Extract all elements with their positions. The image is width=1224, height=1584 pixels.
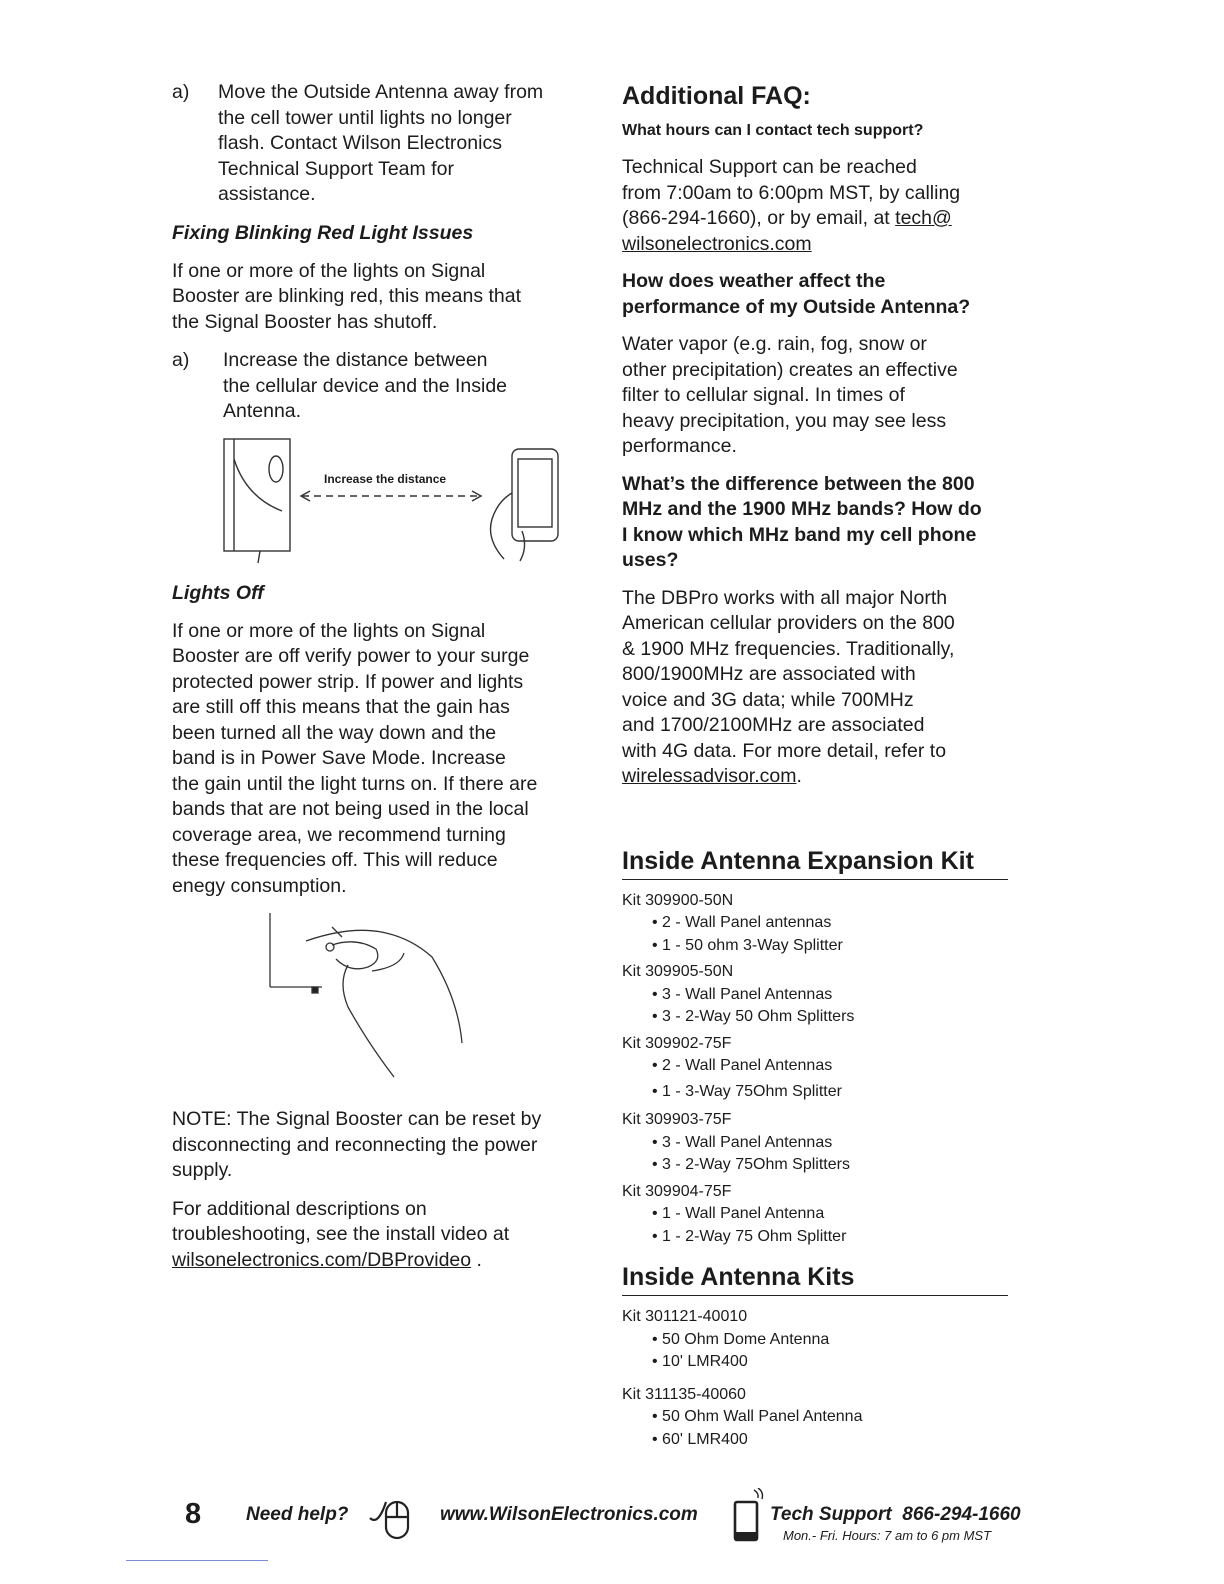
kit-item: • 50 Ohm Dome Antenna: [652, 1330, 830, 1348]
page-footer: [0, 1498, 1224, 1558]
paragraph-lights-off: [172, 619, 582, 900]
text-line: uses?: [622, 549, 679, 571]
faq-question-weather: [622, 269, 1014, 320]
need-help-label: Need help?: [246, 1504, 349, 1525]
text-line: Technical Support Team for: [218, 157, 454, 180]
text-line: from 7:00am to 6:00pm MST, by calling: [622, 181, 961, 204]
text-line: the gain until the light turns on. If there are: [172, 772, 538, 795]
text-line: American cellular providers on the 800: [622, 612, 955, 634]
step-marker: a): [172, 81, 190, 103]
text-line: What’s the difference between the 800: [622, 472, 975, 495]
footer-rule: [126, 1560, 268, 1561]
kit-item: • 1 - 50 ohm 3-Way Splitter: [652, 936, 843, 954]
distance-illustration: [172, 435, 572, 565]
text-line: [622, 206, 1014, 232]
kit-item: • 10' LMR400: [652, 1353, 748, 1370]
text-line: If one or more of the lights on Signal: [172, 259, 486, 282]
kit-entry: [622, 1384, 1014, 1452]
paragraph-blinking-red: [172, 259, 582, 336]
text-line: supply.: [172, 1159, 233, 1181]
text-line: coverage area, we recommend turning: [172, 823, 506, 846]
text-line: the cell tower until lights no longer: [218, 106, 512, 129]
text-line: the cellular device and the Inside: [223, 374, 508, 397]
text-line: Technical Support can be reached: [622, 156, 917, 178]
text-line: I know which MHz band my cell phone: [622, 523, 977, 546]
faq-answer-bands: [622, 586, 1014, 790]
phone-icon: [730, 1488, 770, 1544]
faq-answer-weather: [622, 332, 1014, 460]
text-line: performance of my Outside Antenna?: [622, 295, 971, 318]
text-line: Move the Outside Antenna away from: [218, 81, 544, 103]
kit-name: Kit 309904-75F: [622, 1182, 732, 1200]
paragraph-additional: [172, 1197, 582, 1274]
text-line: performance.: [622, 435, 737, 457]
text-line: assistance.: [218, 183, 316, 205]
text-line: with 4G data. For more detail, refer to: [622, 739, 947, 762]
text-line: are still off this means that the gain has: [172, 696, 510, 718]
text-line: bands that are not being used in the local: [172, 798, 529, 820]
kit-entry: [622, 1033, 1014, 1104]
text-line: Increase the distance between: [223, 349, 488, 371]
text-line: The DBPro works with all major North: [622, 586, 948, 609]
text-line: filter to cellular signal. In times of: [622, 384, 905, 406]
expansion-kit-list: [622, 890, 1014, 1249]
phone-hand-icon: [491, 449, 559, 561]
kit-name: Kit 309900-50N: [622, 891, 734, 909]
text-line: these frequencies off. This will reduce: [172, 849, 498, 871]
step-move-antenna: [172, 80, 582, 208]
inside-kit-list: [622, 1306, 1014, 1451]
kit-name: Kit 309902-75F: [622, 1034, 732, 1052]
mouse-icon: [368, 1498, 434, 1546]
text-line: Water vapor (e.g. rain, fog, snow or: [622, 333, 927, 355]
kit-item: • 1 - 3-Way 75Ohm Splitter: [652, 1082, 842, 1100]
kit-name: Kit 309905-50N: [622, 963, 734, 980]
kit-entry: [622, 1306, 1014, 1374]
kit-item: • 2 - Wall Panel antennas: [652, 914, 832, 931]
kit-item: • 3 - 2-Way 50 Ohm Splitters: [652, 1008, 855, 1025]
text-line: MHz and the 1900 MHz bands? How do: [622, 498, 982, 520]
kit-item: • 3 - Wall Panel Antennas: [652, 1133, 833, 1151]
text-line: & 1900 MHz frequencies. Traditionally,: [622, 637, 955, 660]
kit-entry: [622, 1109, 1014, 1177]
kit-item: • 3 - Wall Panel Antennas: [652, 985, 833, 1003]
faq-answer-hours: [622, 155, 1014, 257]
text-line: other precipitation) creates an effective: [622, 358, 958, 381]
inside-kits-title: Inside Antenna Kits: [622, 1262, 1008, 1296]
heading-lights-off: Lights Off: [172, 581, 264, 604]
text-line: enegy consumption.: [172, 874, 347, 897]
faq-question-bands: [622, 472, 1014, 574]
kit-name: Kit 301121-40010: [622, 1308, 748, 1325]
text-line: disconnecting and reconnecting the power: [172, 1133, 538, 1156]
faq-question-hours: What hours can I contact tech support?: [622, 122, 924, 139]
text-line: heavy precipitation, you may see less: [622, 409, 947, 432]
email-link[interactable]: tech@: [895, 207, 952, 229]
text-line: Booster are off verify power to your surge: [172, 645, 530, 667]
text-line: [172, 1248, 582, 1274]
kit-item: • 50 Ohm Wall Panel Antenna: [652, 1408, 863, 1425]
link-tail: .: [796, 765, 802, 787]
kit-entry: [622, 961, 1014, 1029]
kit-item: • 1 - Wall Panel Antenna: [652, 1205, 825, 1222]
text-line: voice and 3G data; while 700MHz: [622, 688, 914, 711]
text-line: How does weather affect the: [622, 270, 886, 292]
text-line: protected power strip. If power and lights: [172, 670, 524, 693]
left-column: [172, 80, 582, 1273]
note-reset: [172, 1107, 582, 1184]
tech-support-label: Tech Support 866-294-1660: [770, 1504, 1021, 1525]
support-hours: Mon.- Fri. Hours: 7 am to 6 pm MST: [783, 1528, 992, 1543]
step-text: [223, 348, 507, 425]
text-line: been turned all the way down and the: [172, 721, 497, 744]
distance-label: Increase the distance: [324, 472, 447, 486]
text-line: NOTE: The Signal Booster can be reset by: [172, 1108, 542, 1130]
text-line: If one or more of the lights on Signal: [172, 619, 486, 642]
kit-item: • 2 - Wall Panel Antennas: [652, 1057, 833, 1074]
email-link-domain[interactable]: wilsonelectronics.com: [622, 232, 812, 255]
text-line: band is in Power Save Mode. Increase: [172, 747, 506, 769]
text-span: (866-294-1660), or by email, at: [622, 207, 890, 229]
expansion-kit-title: Inside Antenna Expansion Kit: [622, 846, 1008, 880]
kit-name: Kit 309903-75F: [622, 1111, 732, 1128]
link-tail: .: [471, 1248, 482, 1271]
kit-item: • 3 - 2-Way 75Ohm Splitters: [652, 1156, 850, 1173]
text-line: flash. Contact Wilson Electronics: [218, 132, 502, 154]
step-text: [218, 80, 543, 208]
text-line: Booster are blinking red, this means that: [172, 285, 522, 307]
text-line: and 1700/2100MHz are associated: [622, 714, 925, 736]
page-number: 8: [185, 1498, 202, 1530]
faq-title: Additional FAQ:: [622, 82, 811, 110]
wirelessadvisor-link[interactable]: wirelessadvisor.com: [622, 765, 797, 787]
right-column: [622, 80, 1014, 1451]
kit-item: • 1 - 2-Way 75 Ohm Splitter: [652, 1227, 847, 1245]
video-link[interactable]: wilsonelectronics.com/DBProvideo: [172, 1248, 472, 1271]
kit-entry: [622, 1181, 1014, 1249]
text-line: the Signal Booster has shutoff.: [172, 310, 438, 333]
step-increase-distance: [172, 348, 582, 425]
website-link[interactable]: www.WilsonElectronics.com: [440, 1504, 698, 1525]
text-line: 800/1900MHz are associated with: [622, 663, 916, 685]
kit-name: Kit 311135-40060: [622, 1385, 746, 1403]
heading-blinking-red: Fixing Blinking Red Light Issues: [172, 221, 474, 244]
text-line: [622, 764, 1014, 790]
kit-item: • 60' LMR400: [652, 1430, 748, 1448]
step-marker: a): [172, 349, 190, 371]
gain-dial-illustration: [172, 907, 572, 1087]
hand-icon: [306, 930, 462, 1043]
kit-entry: [622, 890, 1014, 958]
text-line: For additional descriptions on: [172, 1197, 427, 1220]
text-line: troubleshooting, see the install video at: [172, 1223, 510, 1245]
text-line: Antenna.: [223, 400, 302, 422]
